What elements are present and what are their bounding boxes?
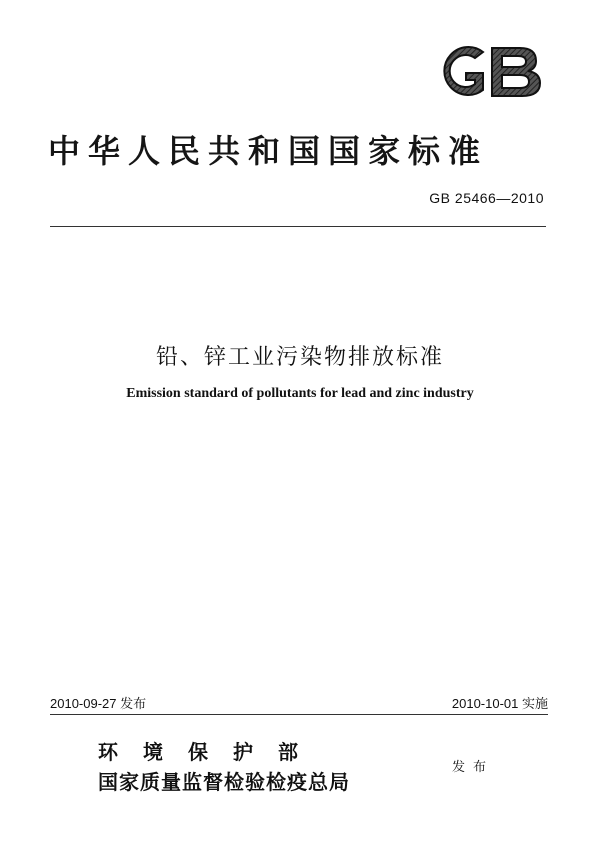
bottom-divider xyxy=(50,714,548,715)
top-divider xyxy=(50,226,546,227)
implementation-date: 2010-10-01 实施 xyxy=(451,696,548,711)
gb-logo xyxy=(428,40,546,102)
national-standard-title: 中华人民共和国国家标准 xyxy=(48,132,489,170)
document-title-zh: 铅、锌工业污染物排放标准 xyxy=(155,345,444,370)
publish-label: 发布 xyxy=(452,760,495,775)
document-title-en: Emission standard of pollutants for lead and zinc industry xyxy=(126,386,474,401)
standard-number: GB 25466—2010 xyxy=(429,190,544,206)
issue-date: 2010-09-27 发布 xyxy=(50,696,147,711)
issuer-aqsiq: 国家质量监督检验检疫总局 xyxy=(98,770,350,794)
issuer-ministry: 环境保护部 xyxy=(98,740,323,764)
